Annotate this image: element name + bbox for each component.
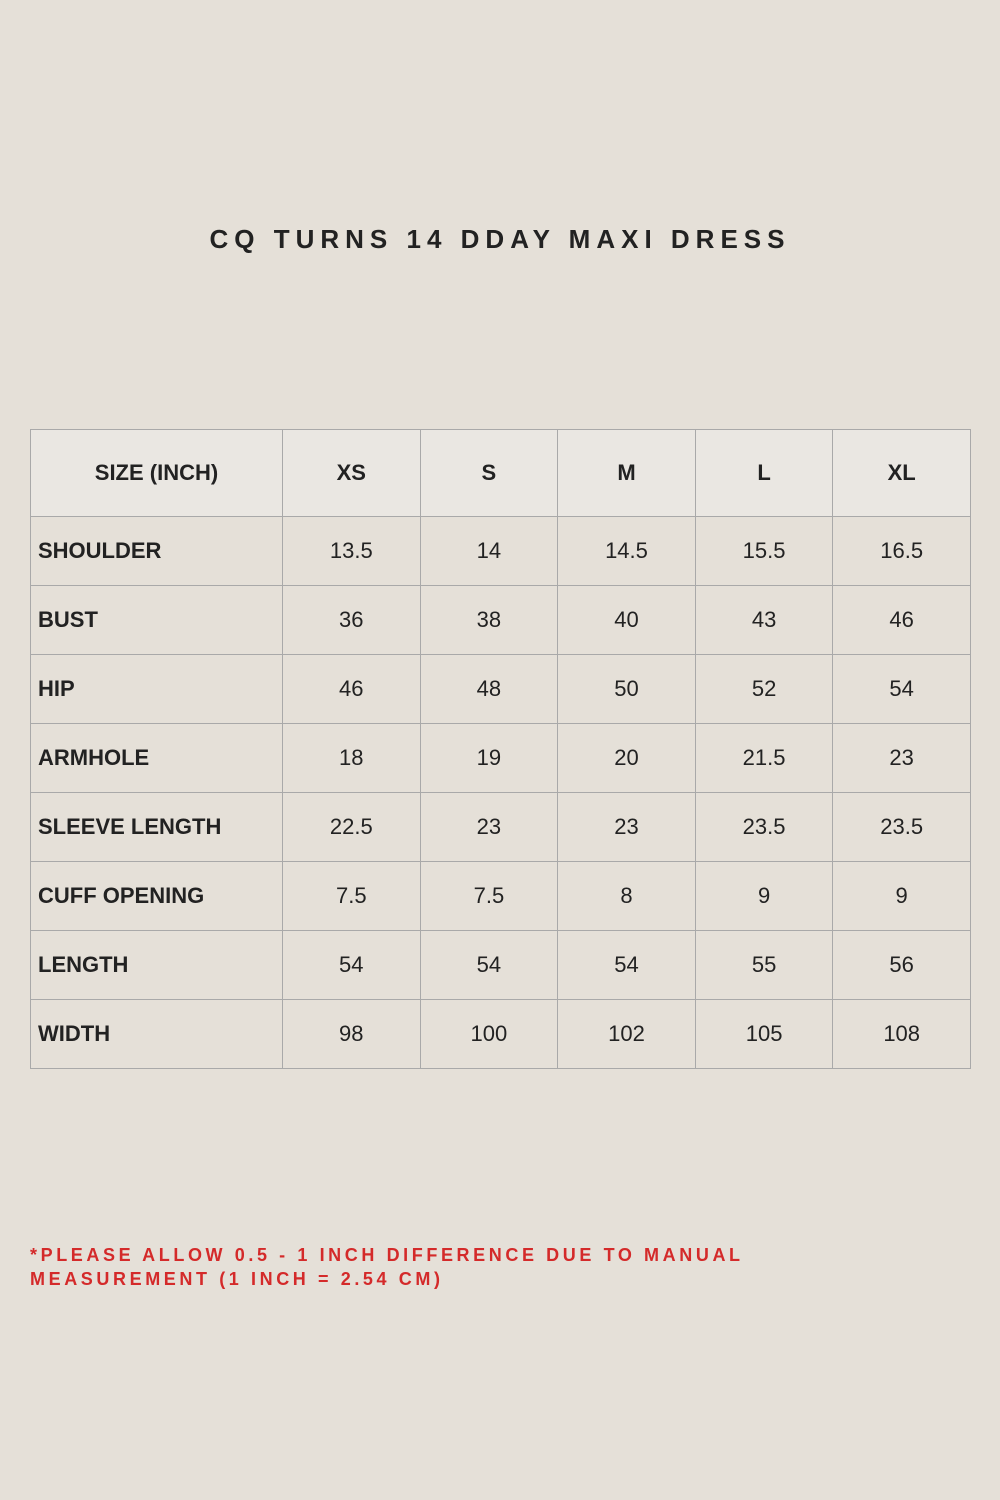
size-header-m: M [558, 430, 696, 517]
table-cell: 14.5 [558, 517, 696, 586]
table-cell: 22.5 [283, 793, 421, 862]
table-row [31, 1000, 971, 1069]
table-row [31, 931, 971, 1000]
table-cell: 38 [420, 586, 558, 655]
table-cell: 102 [558, 1000, 696, 1069]
table-cell: 108 [833, 1000, 971, 1069]
table-cell: 100 [420, 1000, 558, 1069]
table-cell: 15.5 [695, 517, 833, 586]
table-cell: 8 [558, 862, 696, 931]
table-row [31, 724, 971, 793]
table-cell: 54 [558, 931, 696, 1000]
table-cell: 23.5 [833, 793, 971, 862]
table-cell: 23 [420, 793, 558, 862]
table-cell: 56 [833, 931, 971, 1000]
table-cell: 54 [283, 931, 421, 1000]
size-header-xs: XS [283, 430, 421, 517]
table-cell: 16.5 [833, 517, 971, 586]
row-label: LENGTH [31, 931, 283, 1000]
row-label: SHOULDER [31, 517, 283, 586]
size-unit-header: SIZE (INCH) [31, 430, 283, 517]
row-label: ARMHOLE [31, 724, 283, 793]
size-chart-table [30, 429, 971, 1069]
table-cell: 54 [420, 931, 558, 1000]
table-row [31, 793, 971, 862]
table-cell: 54 [833, 655, 971, 724]
measurement-note [30, 1243, 970, 1291]
size-header-l: L [695, 430, 833, 517]
measurement-note-line: *PLEASE ALLOW 0.5 - 1 INCH DIFFERENCE DUE TO MANUAL [30, 1245, 744, 1265]
table-cell: 46 [833, 586, 971, 655]
size-header-xl: XL [833, 430, 971, 517]
table-cell: 23 [558, 793, 696, 862]
table-cell: 55 [695, 931, 833, 1000]
table-row [31, 655, 971, 724]
table-cell: 23.5 [695, 793, 833, 862]
table-cell: 21.5 [695, 724, 833, 793]
table-row [31, 862, 971, 931]
row-label: BUST [31, 586, 283, 655]
table-cell: 105 [695, 1000, 833, 1069]
row-label: CUFF OPENING [31, 862, 283, 931]
table-cell: 7.5 [283, 862, 421, 931]
table-cell: 7.5 [420, 862, 558, 931]
table-row [31, 586, 971, 655]
table-cell: 48 [420, 655, 558, 724]
row-label: HIP [31, 655, 283, 724]
table-cell: 9 [695, 862, 833, 931]
table-cell: 9 [833, 862, 971, 931]
table-cell: 50 [558, 655, 696, 724]
table-cell: 40 [558, 586, 696, 655]
measurement-note-line: MEASUREMENT (1 INCH = 2.54 CM) [30, 1269, 444, 1289]
table-cell: 46 [283, 655, 421, 724]
page-title: CQ TURNS 14 DDAY MAXI DRESS [209, 224, 791, 254]
table-cell: 43 [695, 586, 833, 655]
table-cell: 18 [283, 724, 421, 793]
table-cell: 14 [420, 517, 558, 586]
table-cell: 19 [420, 724, 558, 793]
row-label: SLEEVE LENGTH [31, 793, 283, 862]
table-cell: 13.5 [283, 517, 421, 586]
table-cell: 98 [283, 1000, 421, 1069]
table-cell: 36 [283, 586, 421, 655]
table-row [31, 517, 971, 586]
row-label: WIDTH [31, 1000, 283, 1069]
table-cell: 20 [558, 724, 696, 793]
table-header-row [31, 430, 971, 517]
table-cell: 52 [695, 655, 833, 724]
table-cell: 23 [833, 724, 971, 793]
size-header-s: S [420, 430, 558, 517]
